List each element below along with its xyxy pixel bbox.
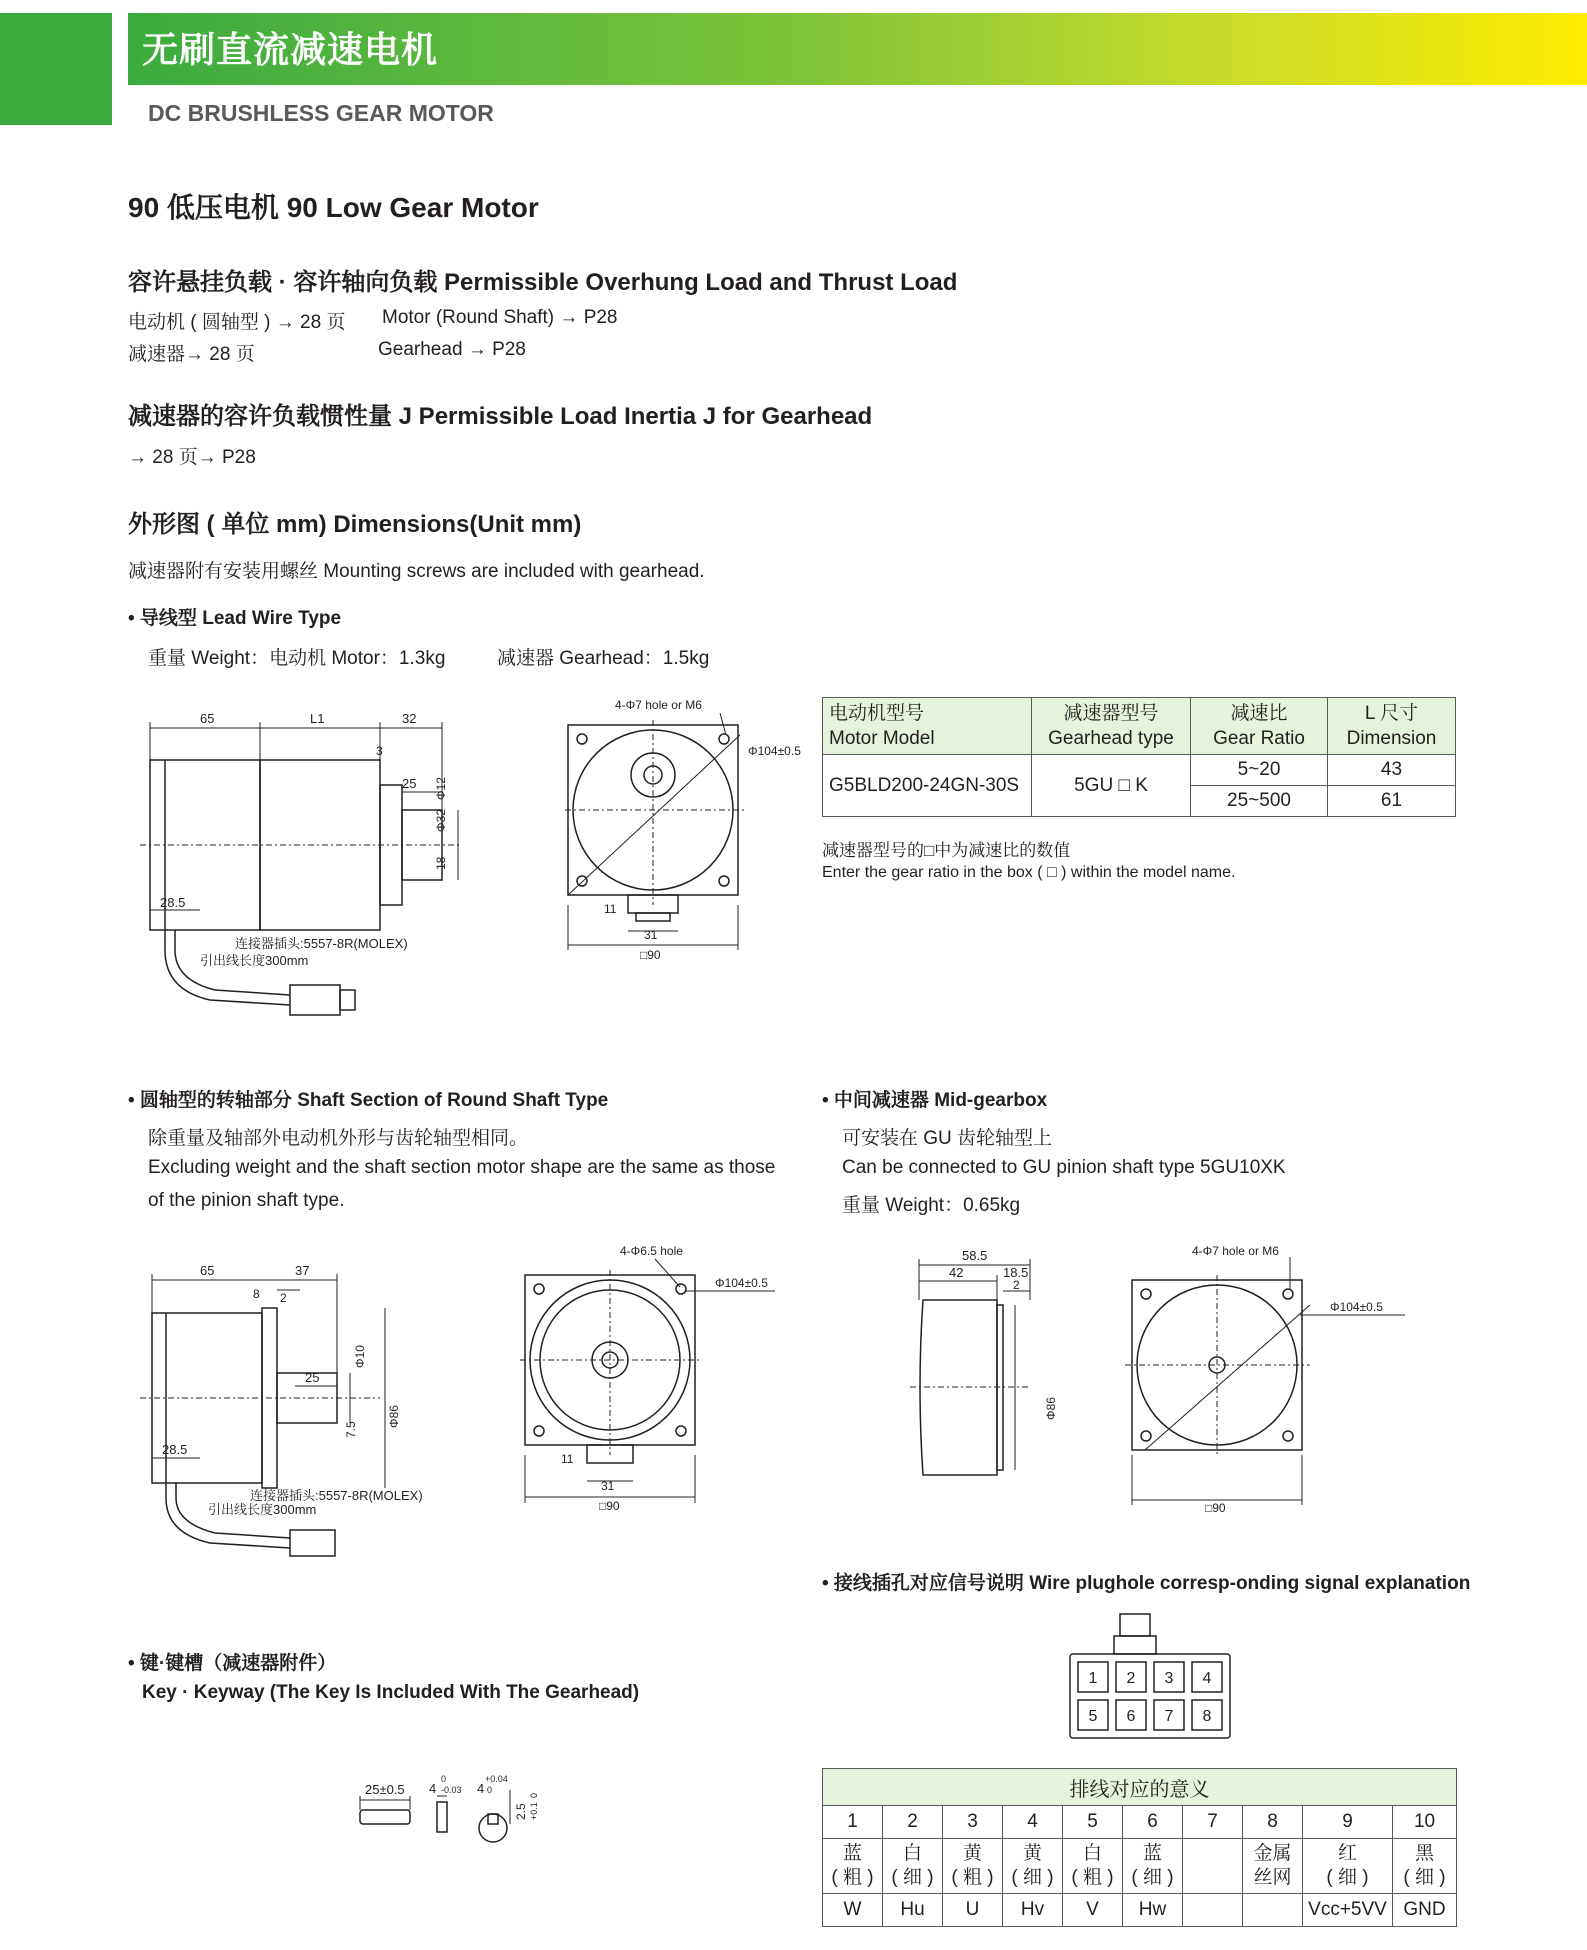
round-shaft-side-drawing	[140, 1258, 440, 1558]
wire-number: 7	[1183, 1806, 1243, 1839]
header-title: 无刷直流减速电机	[142, 30, 439, 71]
lead-wire-weight-motor: 重量 Weight：电动机 Motor：1.3kg	[148, 648, 446, 669]
round-shaft-title: • 圆轴型的转轴部分 Shaft Section of Round Shaft Type	[128, 1090, 609, 1111]
connector-pin-7: 7	[1164, 1708, 1174, 1725]
key-title: • 键·键槽（减速器附件）	[128, 1653, 337, 1674]
lead-wire-side-drawing	[140, 700, 470, 1030]
dim-90: □90	[1205, 1501, 1226, 1515]
wire-number: 4	[1003, 1806, 1063, 1839]
wire-signal: Hw	[1123, 1894, 1183, 1927]
wire-signal: V	[1063, 1894, 1123, 1927]
mid-gearbox-title: • 中间减速器 Mid-gearbox	[822, 1090, 1048, 1111]
wire-color: 白 ( 细 )	[883, 1839, 943, 1894]
dim-phi32: Φ32	[434, 809, 448, 832]
wire-signal	[1243, 1894, 1303, 1927]
wire-signal: W	[823, 1894, 883, 1927]
wire-color: 黄 ( 细 )	[1003, 1839, 1063, 1894]
spec-header-motor: 电动机型号 Motor Model	[823, 698, 1032, 755]
round-shaft-front-drawing	[515, 1235, 785, 1515]
dim-keyway-width-tol1: +0.04	[485, 1774, 508, 1784]
wire-number: 8	[1243, 1806, 1303, 1839]
load-line2-cn: 减速器→ 28 页	[128, 344, 255, 365]
wire-color: 黑 ( 细 )	[1393, 1839, 1457, 1894]
header-subtitle: DC BRUSHLESS GEAR MOTOR	[148, 100, 494, 126]
spec-note-cn: 减速器型号的□中为减速比的数值	[822, 841, 1071, 860]
spec-dim-2: 61	[1328, 786, 1456, 817]
wire-number: 1	[823, 1806, 883, 1839]
spec-header-ratio: 减速比 Gear Ratio	[1191, 698, 1328, 755]
wire-table-title: 排线对应的意义	[823, 1769, 1457, 1806]
connector-pin-3: 3	[1164, 1670, 1174, 1687]
mid-gearbox-line-en: Can be connected to GU pinion shaft type 5GU10XK	[842, 1157, 1286, 1178]
dim-58-5: 58.5	[962, 1248, 988, 1263]
dim-hole: 4-Φ6.5 hole	[620, 1244, 683, 1258]
wire-color: 红 ( 细 )	[1303, 1839, 1393, 1894]
header-green-block	[0, 13, 112, 125]
dim-25: 25	[402, 776, 417, 791]
mid-gearbox-line-cn: 可安装在 GU 齿轮轴型上	[842, 1128, 1053, 1149]
load-line1-en: Motor (Round Shaft) → P28	[382, 307, 618, 328]
wire-number: 2	[883, 1806, 943, 1839]
wire-color: 金属 丝网	[1243, 1839, 1303, 1894]
dim-28-5: 28.5	[160, 895, 186, 910]
dim-65: 65	[200, 1263, 215, 1278]
connector-pin-1: 1	[1088, 1670, 1098, 1687]
dim-keyway-depth-tol1: +0.1	[529, 1802, 539, 1820]
wire-table	[822, 1768, 1457, 1927]
dim-phi12: Φ12	[434, 777, 448, 800]
dim-keyway-depth: 2.5	[514, 1803, 528, 1820]
dim-key-width: 4	[429, 1781, 437, 1796]
spec-dim-1: 43	[1328, 755, 1456, 786]
round-shaft-line-en1: Excluding weight and the shaft section motor shape are the same as those	[148, 1157, 776, 1178]
section-title-dimensions: 外形图 ( 单位 mm) Dimensions(Unit mm)	[128, 511, 582, 538]
wire-color: 蓝 ( 粗 )	[823, 1839, 883, 1894]
load-line2-en: Gearhead → P28	[378, 339, 526, 360]
dim-L1: L1	[310, 711, 325, 726]
round-shaft-line-en2: of the pinion shaft type.	[148, 1190, 345, 1211]
dim-keyway-width: 4	[477, 1781, 485, 1796]
dim-keyway-width-tol2: 0	[487, 1785, 493, 1795]
dim-3: 3	[376, 744, 383, 758]
spec-header-dim: L 尺寸 Dimension	[1328, 698, 1456, 755]
wire-number: 5	[1063, 1806, 1123, 1839]
wire-number: 6	[1123, 1806, 1183, 1839]
mid-gearbox-side-drawing	[905, 1245, 1085, 1485]
dim-2: 2	[280, 1291, 287, 1305]
key-title-en: Key · Keyway (The Key Is Included With The Gearhead)	[142, 1682, 640, 1703]
spec-gear-type: 5GU □ K	[1032, 755, 1191, 817]
wire-signal: GND	[1393, 1894, 1457, 1927]
wire-color: 黄 ( 粗 )	[943, 1839, 1003, 1894]
round-shaft-line-cn: 除重量及轴部外电动机外形与齿轮轴型相同。	[148, 1128, 529, 1149]
dim-11: 11	[561, 1452, 574, 1466]
section-title-inertia: 减速器的容许负载惯性量 J Permissible Load Inertia J for Gearhead	[128, 403, 873, 430]
page-title: 90 低压电机 90 Low Gear Motor	[128, 192, 539, 223]
lead-length-label: 引出线长度300mm	[200, 953, 309, 968]
wire-number: 9	[1303, 1806, 1393, 1839]
dim-key-length: 25±0.5	[365, 1782, 405, 1797]
wire-signal: U	[943, 1894, 1003, 1927]
wire-signal: Hv	[1003, 1894, 1063, 1927]
dim-phi10: Φ10	[353, 1345, 367, 1368]
inertia-line: → 28 页→ P28	[128, 447, 256, 468]
spec-motor-model: G5BLD200-24GN-30S	[823, 755, 1032, 817]
key-drawing	[355, 1760, 555, 1850]
connector-pin-2: 2	[1126, 1670, 1136, 1687]
connector-pin-5: 5	[1088, 1708, 1098, 1725]
dim-31: 31	[601, 1479, 615, 1493]
wire-signal: Hu	[883, 1894, 943, 1927]
dim-65: 65	[200, 711, 215, 726]
section-title-load: 容许悬挂负载 · 容许轴向负载 Permissible Overhung Load and Thrust Load	[128, 269, 958, 296]
dim-phi86: Φ86	[387, 1405, 401, 1428]
dim-18-5: 18.5	[1003, 1265, 1029, 1280]
spec-table	[822, 697, 1456, 817]
dim-18: 18	[434, 856, 448, 870]
dim-11: 11	[604, 902, 617, 916]
spec-header-gear: 减速器型号 Gearhead type	[1032, 698, 1191, 755]
wire-number: 3	[943, 1806, 1003, 1839]
lead-wire-front-drawing	[560, 695, 820, 965]
dim-90: □90	[599, 1499, 620, 1513]
lead-wire-weight-gear: 减速器 Gearhead：1.5kg	[497, 648, 710, 669]
dim-90: □90	[640, 948, 661, 962]
dim-key-width-tol1: 0	[441, 1774, 447, 1784]
dim-hole: 4-Φ7 hole or M6	[615, 698, 702, 712]
dim-28-5: 28.5	[162, 1442, 188, 1457]
connector-pin-4: 4	[1202, 1670, 1212, 1687]
load-line1-cn: 电动机 ( 圆轴型 ) → 28 页	[128, 312, 346, 333]
wire-color: 蓝 ( 细 )	[1123, 1839, 1183, 1894]
dim-8: 8	[253, 1287, 260, 1301]
dim-keyway-depth-tol2: 0	[529, 1792, 539, 1798]
wire-signal	[1183, 1894, 1243, 1927]
dim-phi104: Φ104±0.5	[715, 1276, 768, 1290]
dim-hole: 4-Φ7 hole or M6	[1192, 1244, 1279, 1258]
connector-pin-8: 8	[1202, 1708, 1212, 1725]
dim-phi86: Φ86	[1044, 1397, 1058, 1420]
dim-25: 25	[305, 1370, 320, 1385]
dim-37: 37	[295, 1263, 310, 1278]
wire-title: • 接线插孔对应信号说明 Wire plughole corresp-onding signal explanation	[822, 1573, 1471, 1594]
dim-key-width-tol2: -0.03	[441, 1785, 462, 1795]
spec-note-en: Enter the gear ratio in the box ( □ ) within the model name.	[822, 864, 1236, 881]
dimensions-note: 减速器附有安装用螺丝 Mounting screws are included with gearhead.	[128, 561, 705, 582]
mid-gearbox-weight: 重量 Weight：0.65kg	[842, 1195, 1021, 1216]
dim-7-5: 7.5	[344, 1421, 358, 1438]
dim-42: 42	[949, 1265, 964, 1280]
dim-phi104: Φ104±0.5	[1330, 1300, 1383, 1314]
lead-wire-title: • 导线型 Lead Wire Type	[128, 608, 342, 629]
dim-phi104: Φ104±0.5	[748, 744, 801, 758]
lead-length-label: 引出线长度300mm	[208, 1502, 317, 1517]
connector-label: 连接器插头:5557-8R(MOLEX)	[235, 936, 408, 951]
wire-color: 白 ( 粗 )	[1063, 1839, 1123, 1894]
wire-color	[1183, 1839, 1243, 1894]
dim-32: 32	[402, 711, 417, 726]
dim-2: 2	[1013, 1278, 1020, 1292]
spec-ratio-1: 5~20	[1191, 755, 1328, 786]
mid-gearbox-front-drawing	[1120, 1235, 1410, 1515]
wire-number: 10	[1393, 1806, 1457, 1839]
connector-pin-6: 6	[1126, 1708, 1136, 1725]
connector-drawing	[1068, 1612, 1238, 1740]
wire-signal: Vcc+5VV	[1303, 1894, 1393, 1927]
connector-label: 连接器插头:5557-8R(MOLEX)	[250, 1488, 423, 1503]
spec-ratio-2: 25~500	[1191, 786, 1328, 817]
dim-31: 31	[644, 928, 658, 942]
